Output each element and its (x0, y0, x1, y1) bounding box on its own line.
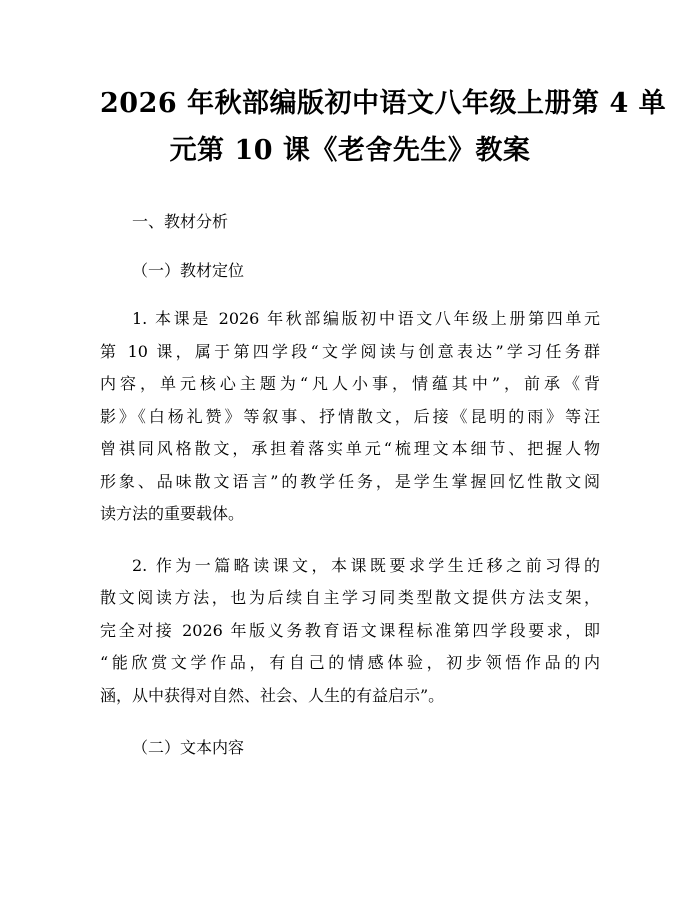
title-line: 2026 年秋部编版初中语文八年级上册第 4 单 (100, 88, 667, 119)
paragraph-line: 读方法的重要载体。 (100, 504, 245, 523)
paragraph-line: 1. 本课是 2026 年秋部编版初中语文八年级上册第四单元 (132, 309, 600, 328)
subsection-heading-text-content: （二）文本内容 (132, 738, 245, 757)
subsection-heading-material-positioning: （一）教材定位 (132, 261, 245, 280)
paragraph-line: 影》《白杨礼赞》等叙事、抒情散文，后接《昆明的雨》等汪 (100, 406, 600, 426)
title-line: 元第 10 课《老舍先生》教案 (169, 135, 531, 166)
paragraph-line: 曾祺同风格散文，承担着落实单元“梳理文本细节、把握人物 (100, 439, 600, 458)
paragraph-line: 第 10 课，属于第四学段“文学阅读与创意表达”学习任务群 (100, 341, 600, 361)
paragraph-line: 涵，从中获得对自然、社会、人生的有益启示”。 (100, 685, 445, 705)
paragraph-2 (100, 550, 600, 713)
paragraph-line: 2. 作为一篇略读课文，本课既要求学生迁移之前习得的 (132, 555, 600, 575)
paragraph-line: 内容，单元核心主题为“凡人小事，情蕴其中”，前承《背 (100, 374, 600, 393)
paragraph-line: 形象、品味散文语言”的教学任务，是学生掌握回忆性散文阅 (100, 471, 600, 491)
section-heading-teaching-material-analysis: 一、教材分析 (132, 212, 229, 231)
paragraph-1 (100, 303, 600, 531)
page-title (100, 80, 667, 174)
paragraph-line: “能欣赏文学作品，有自己的情感体验，初步领悟作品的内 (100, 653, 600, 672)
paragraph-line: 完全对接 2026 年版义务教育语文课程标准第四学段要求，即 (100, 620, 600, 640)
paragraph-line: 散文阅读方法，也为后续自主学习同类型散文提供方法支架， (100, 588, 600, 607)
